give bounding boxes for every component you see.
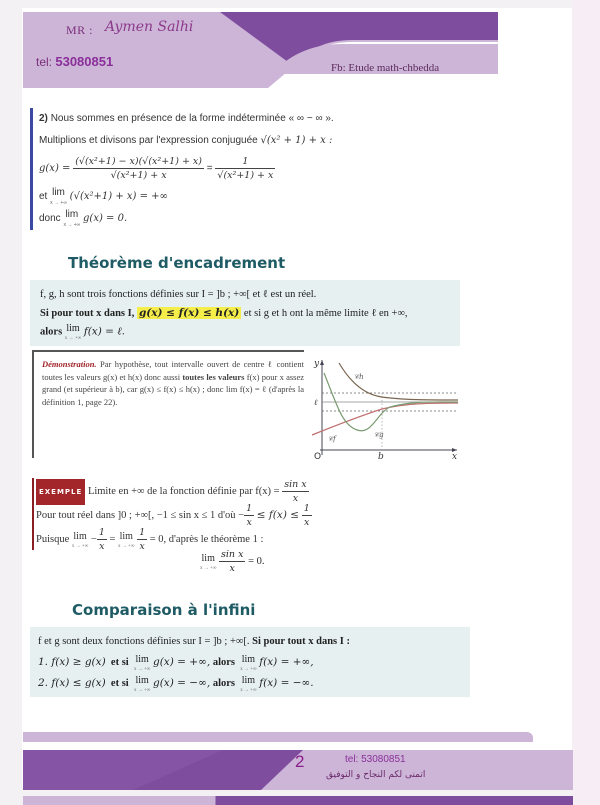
lim-text: lim [135,653,149,665]
frac-num: 1 [98,527,105,538]
solution-part-2 [30,108,450,230]
gx-numerator: (√(x²+1) − x)(√(x²+1) + x) [75,155,202,167]
theorem-limit-condition: et si g et h ont la même limite ℓ en +∞, [243,308,408,319]
lim-sub: x → +∞ [50,200,67,207]
footer-phone: tel: 53080851 [345,754,406,765]
et-si: et si [110,657,129,668]
lim-text: lim [135,674,149,686]
lim-sub: x → +∞ [133,666,151,672]
example-line-2 [36,502,442,526]
lim-text: lim [66,323,80,334]
example-badge: EXEMPLE [36,479,85,505]
comparison-box [30,627,470,697]
gx-denominator: √(x²+1) + x [110,169,167,181]
lim-operator [63,210,80,230]
lim-text: lim [52,187,65,199]
item1-limit-f: f(x) = +∞, [259,656,314,668]
y-axis-label: y [314,359,320,369]
gx-fraction [73,155,204,182]
comparison-hypothesis: f et g sont deux fonctions définies sur I = ]b ; +∞[. [38,636,250,647]
frac-num: 1 [246,503,253,514]
lim-sub: x → +∞ [200,565,217,571]
svg-text:x: x [452,452,458,460]
svg-text:b: b [378,452,384,460]
lim-text: lim [73,530,87,542]
one-over-x [244,502,254,529]
frac-den: x [139,541,145,552]
equals: = [109,533,116,545]
tel-number: 53080851 [55,54,114,69]
footer-divider [23,732,533,742]
one-over-x [302,502,312,529]
page-margin [572,0,600,805]
theorem-line-2 [40,304,450,322]
comparison-item-2 [38,673,462,694]
item1-inequality: 1. f(x) ≥ g(x) [38,656,106,668]
theorem-box [30,280,460,346]
svg-text:𝒞h: 𝒞h [354,373,364,381]
sinx-over-x [282,478,308,505]
lim-sub: x → +∞ [64,336,82,341]
lim-text: lim [119,530,133,542]
gx-fraction-simplified [215,155,275,182]
puisque-word: Puisque [36,533,70,545]
lim-operator [134,655,150,675]
item1-limit-g: g(x) = +∞, [152,656,211,668]
lim-operator [240,655,256,675]
lim-operator [50,188,67,208]
page-number: 2 [295,752,305,771]
donc-word: donc [39,213,61,224]
final-result: = 0. [248,555,265,567]
conjugate-expr: √(x² + 1) + x : [260,135,333,146]
frac-den: x [304,517,310,528]
demonstration-box [32,350,304,458]
lim-operator [72,532,88,552]
minus-sign: − [90,533,97,545]
demonstration-keyword: Démonstration. [42,359,97,369]
example-line-3 [36,526,442,550]
page-header [23,12,498,88]
item-number: 2) [39,113,48,124]
theorem-line-1: f, g, h sont trois fonctions définies sur I = ]b ; +∞[ et ℓ est un réel. [40,289,317,300]
header-phone [36,54,113,69]
one-over-x [137,526,147,553]
frac-num: sin x [284,479,307,490]
gx-equation [39,152,450,186]
sinx-over-x [219,548,245,575]
lim-sub: x → +∞ [240,666,257,672]
teacher-label: MR : [66,23,94,37]
lim-sub: x → +∞ [240,687,257,693]
demonstration-text-2: f(x) pour x assez grand (et supérieur à b), car g(x) ≤ f(x) ≤ h(x) ; donc lim f(x) = ℓ (d'après la définition 1, page 22). [42,371,305,407]
one-over-x [97,526,107,553]
lim-sub: x → +∞ [133,687,151,693]
intro-line [39,108,450,130]
example-line-1 [36,478,442,502]
limit-expr-1: (√(x²+1) + x) = +∞ [69,191,168,202]
frac-num: 1 [303,503,310,514]
lim-sub: x → +∞ [71,543,89,549]
conjugate-text: Multiplions et divisons par l'expression conjuguée [39,135,258,146]
svg-text:𝒞g: 𝒞g [374,431,384,439]
conjugate-line [39,130,450,152]
theorem-reference: = 0, d'après le théorème 1 : [149,533,264,545]
item2-inequality: 2. f(x) ≤ g(x) [38,677,106,689]
frac-den: x [292,493,299,504]
frac-num: 1 [139,527,146,538]
bounds-mid: ≤ f(x) ≤ [256,508,300,521]
example-conclusion [200,548,264,575]
comparison-line-1 [38,631,462,652]
equals: = [206,163,213,174]
tel-label: tel: [36,55,53,69]
alors-word: alors [40,326,63,338]
indeterminate-form-text: Nous sommes en présence de la forme indéterminée « ∞ − ∞ ». [50,113,334,124]
frac-den: x [246,517,252,528]
demonstration-bold: toutes les valeurs [182,371,245,382]
svg-text:ℓ: ℓ [314,398,318,407]
svg-text:𝒞f: 𝒞f [328,435,336,443]
lim-text: lim [241,653,256,665]
limit-line-2 [39,208,450,230]
limit-expr-2: g(x) = 0. [83,213,128,224]
lim-text: lim [65,209,79,221]
item2-limit-f: f(x) = −∞. [259,677,314,689]
facebook-label: Fb: Etude math-chbedda [331,62,440,74]
theorem-conclusion: f(x) = ℓ. [83,325,125,338]
et-si: et si [110,678,129,689]
gx2-denominator: √(x²+1) + x [217,169,274,181]
page-footer [23,750,573,790]
highlighted-inequality: g(x) ≤ f(x) ≤ h(x) [138,307,240,319]
gx-lhs: g(x) = [39,163,71,174]
squeeze-theorem-graph [312,355,460,460]
lim-operator [134,676,150,696]
bounds-text: Pour tout réel dans ]0 ; +∞[, −1 ≤ sin x ≤ 1 d'où − [36,509,245,521]
frac-num: sin x [221,549,244,560]
lim-text: lim [241,674,256,686]
lim-operator [240,676,256,696]
frac-den: x [229,563,235,574]
gx2-numerator: 1 [215,155,275,169]
footer-arabic-wish: اتمنى لكم النجاح و التوفيق [326,770,426,780]
theorem-condition: Si pour tout x dans I, [40,308,135,319]
comparison-condition: Si pour tout x dans I : [252,636,350,647]
limit-line-1 [39,186,450,208]
alors-word: alors [212,657,235,668]
svg-text:O: O [314,452,322,460]
comparison-title: Comparaison à l'infini [72,601,256,619]
lim-operator [200,554,216,574]
theorem-title: Théorème d'encadrement [68,254,286,272]
item2-limit-g: g(x) = −∞, [152,677,211,689]
lim-operator [65,324,81,344]
lim-text: lim [201,552,215,564]
example-intro: Limite en +∞ de la fonction définie par f(x) = [87,485,280,497]
alors-word: alors [212,678,235,689]
example-block [32,478,442,550]
et-word: et [39,191,48,202]
theorem-line-3 [40,322,450,340]
lim-sub: x → +∞ [118,543,135,549]
lim-operator [118,532,134,552]
demonstration-text-1: Par hypothèse, tout intervalle ouvert de centre ℓ contient toutes les valeurs g(x) et h(x) donc aussi [42,359,304,382]
next-page-header-edge [23,796,573,805]
frac-den: x [99,541,105,552]
comparison-item-1 [38,652,462,673]
lim-sub: x → +∞ [63,222,81,229]
teacher-name: Aymen Salhi [105,19,194,35]
